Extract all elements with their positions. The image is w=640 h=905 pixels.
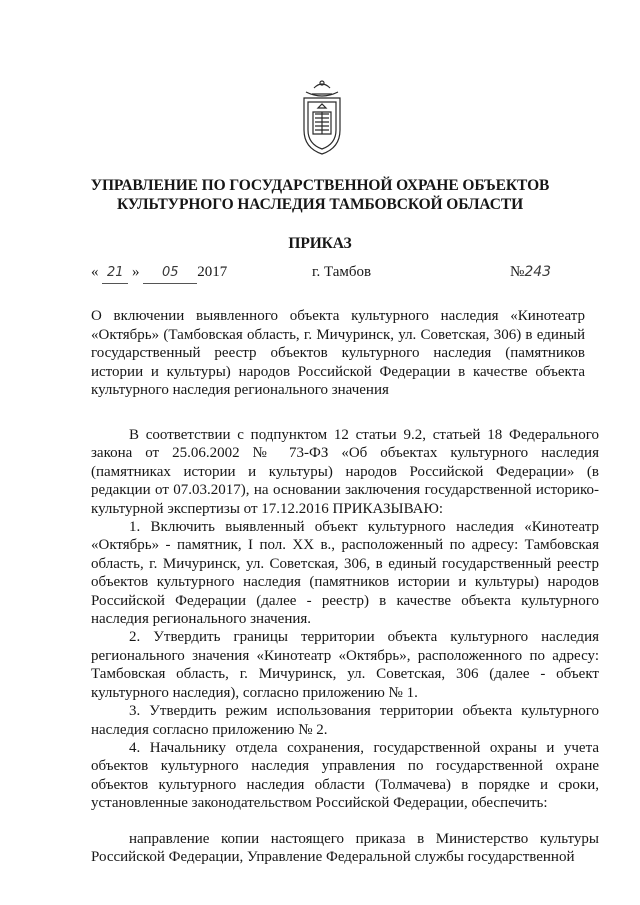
item-3-paragraph: 3. Утвердить режим использования территории объекта культурного наследия согласно приложению № 2. [91,703,599,738]
order-number [510,262,551,282]
number-prefix: № [510,264,525,280]
number-value: 243 [524,264,552,280]
item-1-paragraph: 1. Включить выявленный объект культурного наследия «Кинотеатр «Октябрь» - памятник, I пол. XX в., расположенный по адресу: Тамбовская область, г. Мичуринск, ул. Советская, 306, в единый государственный реестр объектов культурного наследия (памятников истории и культуры) народов Российской Федерации (далее - реестр) в качестве объекта культурного наследия регионального значения. [91,519,599,628]
doc-type-title: ПРИКАЗ [288,235,352,252]
date-year: 2017 [197,264,228,280]
org-name-line1: УПРАВЛЕНИЕ ПО ГОСУДАРСТВЕННОЙ ОХРАНЕ ОБЪЕКТОВ [90,177,550,194]
coat-of-arms-icon [300,78,344,158]
preamble-paragraph: В соответствии с подпунктом 12 статьи 9.2, статьей 18 Федерального закона от 25.06.2002 № 73-ФЗ «Об объектах культурного наследия (памятниках истории и культуры) народов Российской Федерации» (в редакции от 07.03.2017), на основании заключения государственной историко-культурной экспертизы от 17.12.2016 ПРИКАЗЫВАЮ: [91,427,599,517]
date-day: 21 [102,263,128,284]
item-4a-paragraph: направление копии настоящего приказа в Министерство культуры Российской Федерации, Управление Федеральной службы государственной [91,830,599,865]
date-close-quote: » [132,264,140,280]
org-name [70,176,570,214]
org-name-line2: КУЛЬТУРНОГО НАСЛЕДИЯ ТАМБОВСКОЙ ОБЛАСТИ [116,196,524,213]
item-2-paragraph: 2. Утвердить границы территории объекта культурного наследия регионального значения «Кинотеатр «Октябрь», расположенного по адресу: Тамбовская область, г. Мичуринск, ул. Советская, 306 (далее - объект культурного наследия), согласно приложению № 1. [91,629,599,701]
order-city: г. Тамбов [312,264,372,280]
order-date [91,262,227,284]
order-subject: О включении выявленного объекта культурного наследия «Кинотеатр «Октябрь» (Тамбовская область, г. Мичуринск, ул. Советская, 306) в единый государственный реестр объектов культурного наследия (памятников истории и культуры) народов Российской Федерации в качестве объекта культурного наследия регионального значения [91,308,585,398]
order-body [91,426,599,866]
date-month: 05 [143,263,197,284]
date-open-quote: « [91,264,99,280]
item-4-paragraph: 4. Начальнику отдела сохранения, государственной охраны и учета объектов культурного наследия управления по государственной охране объектов культурного наследия области (Толмачева) в порядке и сроки, установленные законодательством Российской Федерации, обеспечить: [91,739,599,812]
